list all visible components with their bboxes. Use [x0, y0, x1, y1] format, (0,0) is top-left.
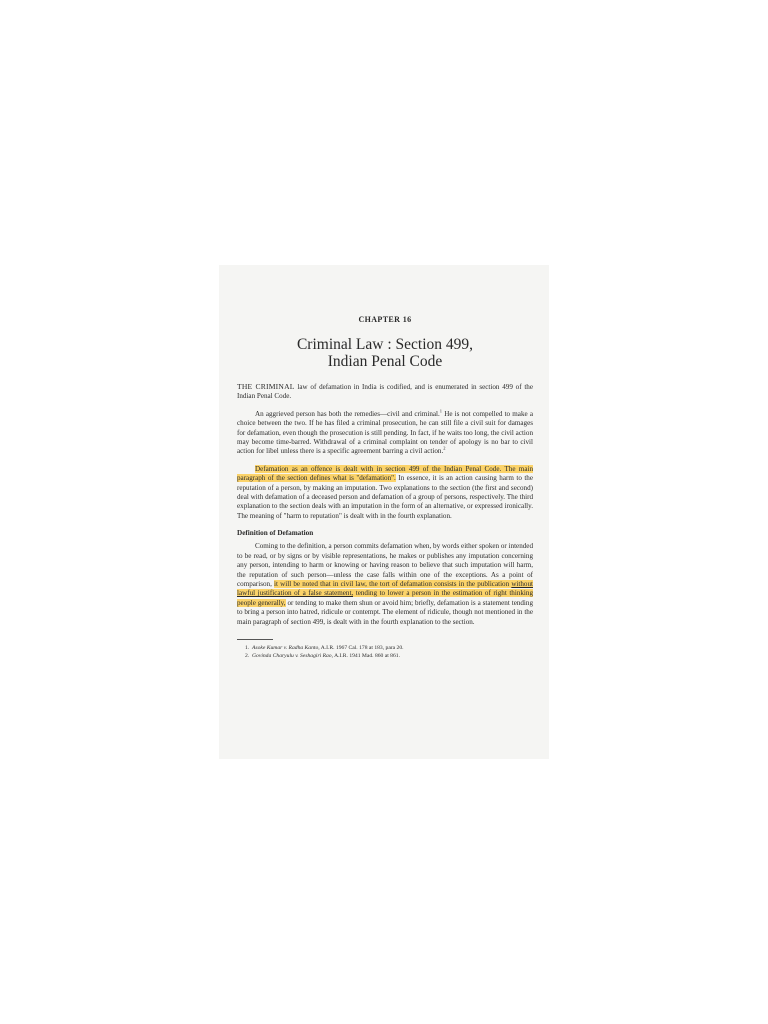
paragraph-remedies	[237, 410, 533, 457]
footnote-1-case: Asoke Kumar v. Radha Kanto,	[252, 644, 320, 651]
remedies-text-a: An aggrieved person has both the remedies—civil and criminal.	[255, 409, 440, 418]
highlight-civil-law-a: it will be noted that in civil law, the tort of defamation consists in the publication	[274, 579, 512, 588]
footnote-2-number: 2.	[245, 652, 250, 659]
page-title	[237, 336, 533, 370]
footnote-1-number: 1.	[245, 644, 250, 651]
intro-text: law of defamation in India is codified, and is enumerated in section 499 of the Indian Penal Code.	[237, 383, 533, 401]
definition-text-b: or tending to make them shun or avoid him; briefly, defamation is a statement tending to bring a person into hatred, ridicule or contempt. The element of ridicule, though not mentioned in the main paragraph of section 499, is dealt with in the fourth explanation to the section.	[237, 598, 533, 626]
highlight-civil-law-underlined: without lawful justification of a false statement,	[237, 579, 533, 598]
chapter-label: CHAPTER 16	[358, 315, 412, 324]
title-line-2: Indian Penal Code	[327, 353, 443, 370]
offence-text: In essence, it is an action causing harm to the reputation of a person, by making an imputation. Two explanations to the section (the first and second) deal with defamation of a deceased person and defamation of a group of persons, respectively. The third explanation to the section deals with an imputation in the form of an alternative, or expressed ironically. The meaning of "harm to reputation" is dealt with in the fourth explanation.	[237, 474, 533, 520]
intro-lead-caps: THE CRIMINAL	[237, 382, 295, 391]
footnote-ref-2: 2	[443, 446, 446, 452]
footnote-2-citation: A.I.R. 1941 Mad. 860 at 861.	[333, 652, 400, 659]
footnote-ref-1: 1	[439, 408, 443, 414]
document-page	[219, 265, 549, 759]
footnote-1-citation: A.I.R. 1967 Cal. 178 at 183, para 20.	[319, 644, 404, 651]
highlight-offence: Defamation as an offence is dealt with in section 499 of the Indian Penal Code. The main paragraph of the section defines what is "defamation".	[237, 464, 533, 483]
paragraph-offence	[237, 465, 533, 521]
footnote-1	[237, 644, 533, 652]
footnote-2	[237, 652, 533, 660]
footnote-2-case: Govinda Charyulu v. Seshagiri Rao,	[252, 652, 333, 659]
title-line-1: Criminal Law : Section 499,	[296, 336, 474, 353]
definition-text-a: Coming to the definition, a person commits defamation when, by words either spoken or intended to be read, or by signs or by visible representations, he makes or publishes any imputation concerning any person, intending to harm or knowing or having reason to believe that such imputation will harm, the reputation of such person—unless the case falls within one of the exceptions. As a point of comparison,	[237, 542, 533, 588]
section-heading: Definition of Defamation	[237, 529, 314, 538]
remedies-text-b: He is not compelled to make a choice between the two. If he has filed a criminal prosecution, he can still file a civil suit for damages for defamation, even though the prosecution is still pending. In fact, if he waits too long, the civil action may become time-barred. Withdrawal of a criminal complaint on tender of apology is no bar to civil action for libel unless there is a specific agreement barring a civil action.	[237, 409, 533, 456]
highlight-civil-law-b: tending to lower a person in the estimation of right thinking people generally,	[237, 589, 533, 607]
paragraph-definition	[237, 542, 533, 627]
paragraph-intro	[237, 382, 533, 402]
footnote-divider	[237, 639, 273, 640]
